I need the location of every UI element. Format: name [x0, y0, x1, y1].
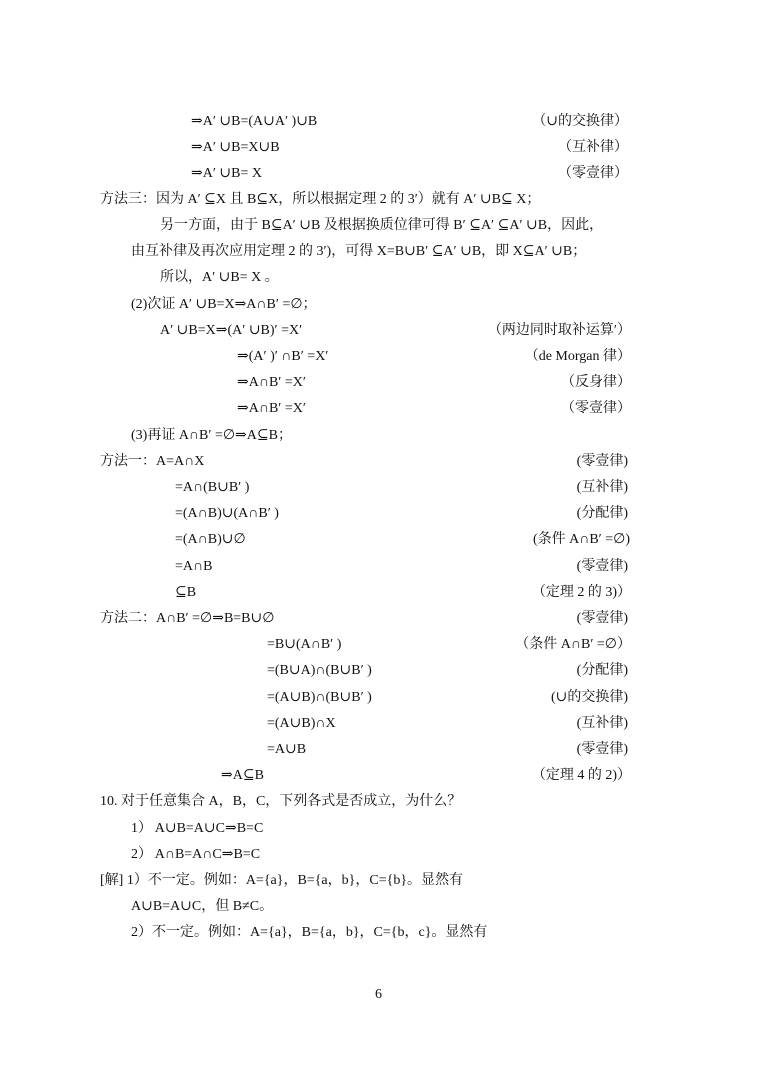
proof-line: =(A∪B)∩(B∪B′ ): [267, 690, 372, 705]
solution-line: A∪B=A∪C，但 B≠C。: [131, 899, 274, 914]
proof-line: ⇒A′ ∪B= X: [191, 166, 262, 181]
question-heading: 10. 对于任意集合 A，B，C，下列各式是否成立，为什么？: [100, 794, 462, 809]
proof-line: =(A∩B)∪(A∩B′ ): [175, 506, 279, 521]
proof-line: 方法一：A=A∩X: [100, 454, 205, 469]
proof-line: =(A∪B)∩X: [267, 716, 336, 731]
proof-line: =A∩(B∪B′ ): [175, 480, 250, 495]
law-annotation: （定理 2 的 3)）: [531, 585, 631, 600]
law-annotation: (零壹律): [576, 742, 628, 757]
law-annotation: (零壹律): [576, 454, 628, 469]
proof-line: ⇒A′ ∪B=X∪B: [191, 140, 280, 155]
law-annotation: (分配律): [576, 506, 628, 521]
law-annotation: （∪的交换律）: [532, 114, 628, 129]
law-annotation: （零壹律）: [558, 166, 628, 181]
law-annotation: (零壹律): [576, 559, 628, 574]
law-annotation: (∪的交换律): [550, 690, 628, 705]
question-item: 1） A∪B=A∪C⇒B=C: [131, 821, 264, 836]
text-line: 所以，A′ ∪B= X 。: [160, 270, 279, 285]
proof-line: =A∪B: [267, 742, 307, 757]
solution-line: 2）不一定。例如：A={a}，B={a，b}，C={b，c}。显然有: [131, 925, 488, 940]
text-line: (3)再证 A∩B′ =∅⇒A⊆B；: [131, 428, 292, 443]
page-number: 6: [375, 987, 382, 1002]
law-annotation: (互补律): [576, 480, 628, 495]
law-annotation: (互补律): [576, 716, 628, 731]
proof-line: =(A∩B)∪∅: [175, 532, 246, 547]
proof-line: ⇒A∩B′ =X′: [237, 375, 306, 390]
law-annotation: (零壹律): [576, 611, 628, 626]
question-item: 2） A∩B=A∩C⇒B=C: [131, 847, 261, 862]
proof-line: ⇒A′ ∪B=(A∪A′ )∪B: [191, 114, 318, 129]
proof-line: ⇒A⊆B: [221, 768, 264, 783]
text-line: 另一方面，由于 B⊆A′ ∪B 及根据换质位律可得 B′ ⊆A′ ⊆A′ ∪B，因此，: [160, 218, 604, 233]
law-annotation: （零壹律）: [561, 401, 631, 416]
law-annotation: （互补律）: [558, 140, 628, 155]
proof-line: =B∪(A∩B′ ): [267, 637, 342, 652]
law-annotation: （定理 4 的 2)）: [531, 768, 631, 783]
law-annotation: （两边同时取补运算′）: [487, 323, 631, 338]
proof-line: 方法二：A∩B′ =∅⇒B=B∪∅: [100, 611, 275, 626]
proof-line: =(B∪A)∩(B∪B′ ): [267, 663, 372, 678]
text-line: 由互补律及再次应用定理 2 的 3′)，可得 X=B∪B′ ⊆A′ ∪B，即 X⊆A′ ∪B；: [131, 244, 587, 259]
law-annotation: （条件 A∩B′ =∅）: [515, 637, 631, 652]
solution-line: [解] 1）不一定。例如：A={a}，B={a，b}，C={b}。显然有: [100, 873, 464, 888]
proof-line: ⊆B: [175, 585, 197, 600]
proof-line: A′ ∪B=X⇒(A′ ∪B)′ =X′: [160, 323, 303, 338]
text-line: (2)次证 A′ ∪B=X⇒A∩B′ =∅；: [131, 297, 317, 312]
law-annotation: （反身律）: [561, 375, 631, 390]
proof-line: ⇒(A′ )′ ∩B′ =X′: [237, 349, 329, 364]
law-annotation: (条件 A∩B′ =∅): [532, 532, 630, 547]
proof-line: ⇒A∩B′ =X′: [237, 401, 306, 416]
text-line: 方法三：因为 A′ ⊆X 且 B⊆X，所以根据定理 2 的 3′）就有 A′ ∪B⊆ X；: [100, 192, 541, 207]
law-annotation: (分配律): [576, 663, 628, 678]
law-annotation: （de Morgan 律）: [524, 349, 631, 364]
proof-line: =A∩B: [175, 559, 213, 574]
